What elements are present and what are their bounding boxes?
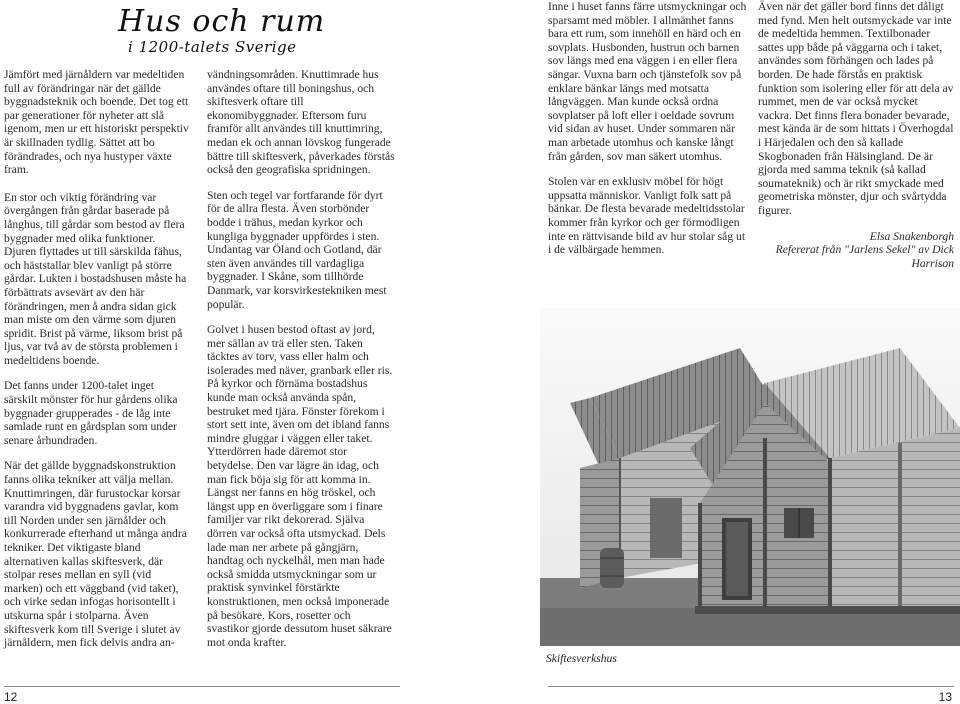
paragraph: Sten och tegel var fortfarande för dyrt för de allra flesta. Även storbönder bodde i trähus, medan kyrkor och kungliga byggnader uppfördes i sten. Undantag var Öland och Gotland, där sten även användes till vardagliga byggnader. I Skåne, som tillhörde Danmark, var korsvirkestekniken mest populär. [207,188,387,311]
paragraph: Det fanns under 1200-talet inget särskilt mönster för hur gårdens olika byggnader grupperades - de låg inte samlade runt en gårdsplan som under senare århundraden. [4,379,178,447]
page-title: Hus och rum [118,4,326,39]
footer-rule-right [548,686,954,687]
paragraph: Jämfört med järnåldern var medeltiden full av förändringar när det gällde byggnadsteknik och boende. Det tog ett par generationer för nyheter att slå igenom, men ur ett historiskt perspektiv är skillnaden tydlig. Sättet att bo förändrades, och nya hustyper växte fram. [4,68,189,177]
paragraph: Stolen var en exklusiv möbel för högt uppsatta människor. Vanligt folk satt på bänkar. De flesta bevarade medeltidsstolar kommer från kyrkor och ger förmodligen inte en rättvisande bild av hur stolar såg ut i de välbärgade hemmen. [548,175,746,257]
page-number-right: 13 [938,690,952,704]
house-photo [540,308,960,646]
paragraph: En stor och viktig förändring var övergången från gårdar baserade på långhus, till gårdar som bestod av flera byggnader med olika funktioner. Djuren flyttades ut till särskilda fähus, och häststallar blev vanligt på större gårdar. Lukten i bostadshusen måste ha förbättrats avsevärt av den här förändringen, men å andra sidan gick man miste om den värme som djuren spridit. Brist på värme, liksom brist på ljus, var två av de största problemen i medeltidens boende. [4,190,187,367]
text-column-3 [548,0,748,269]
text-column-2 [207,68,395,661]
paragraph: När det gällde byggnadskonstruktion fanns olika tekniker att välja mellan. Knuttimringen, där furustockar korsar varandra vid byggnadens gavlar, kom till Norden under sen järnålder och konkurrerade efterhand ut många andra tekniker. Det viktigaste bland alternativen kallas skiftesverk, där stolpar reses mellan en syll (vid marken) och ett väggband (vid taket), och virke sedan infogas horisontellt i utskurna spår i stolparna. Även skiftesverk kom till Sverige i slutet av järnåldern, men fick delvis andra an- [4,459,187,650]
text-column-1 [4,68,190,662]
page-number-left: 12 [4,690,18,704]
reference: Refererat från "Jarlens Sekel" av Dick Harrison [775,243,954,270]
paragraph: Inne i huset fanns färre utsmyckningar och sparsamt med möbler. I allmänhet fanns bara ett rum, som innehöll en härd och en sovplats. Husbonden, hustrun och barnen sov längs med ena väggen i en eller flera sängar. Vuxna barn och tjänstefolk sov på enklare bänkar längs med motsatta långväggen. Man kunde också ordna sovplatser på loft eller i oeldade sovrum vid sidan av huset. Under sommaren när man arbetade utomhus och kanske långt från gården, sov man säkert utomhus. [548,0,747,163]
footer-rule-left [4,686,400,687]
text-column-4 [758,0,954,270]
paragraph: Golvet i husen bestod oftast av jord, mer sällan av trä eller sten. Taken täcktes av torv, vass eller halm och isolerades med näver, granbark eller ris. På kyrkor och förnäma bostadshus kunde man också använda spån, bestruket med tjära. Fönster förekom i stort sett inte, även om det ibland fanns mindre gluggar i väggen eller taket. Ytterdörren hade däremot stor betydelse. Den var lägre än idag, och man fick böja sig för att komma in. Längst ner fanns en hög tröskel, och längst upp en överliggare som i finare familjer var rikt dekorerad. Själva dörren var också ofta utsmyckad. Dels lade man ner arbete på gångjärn, handtag och nyckelhål, men man hade också smidda utsmyckningar som ur praktisk synvinkel förstärkte konstruktionen, men också imponerade på besökare. Kors, rosetter och svastikor gjorde dessutom huset säkrare mot onda krafter. [207,323,393,649]
photo-caption: Skiftesverkshus [546,652,617,665]
paragraph: vändningsområden. Knuttimrade hus användes oftare till boningshus, och skiftesverk oftare till ekonomibyggnader. Eftersom furu framför allt användes till knuttimring, medan ek och annan lövskog fungerade bättre till skiftesverk, påverkades förstås också den geografiska spridningen. [207,68,395,177]
paragraph: Även när det gäller bord finns det dåligt med fynd. Men helt outsmyckade var inte de medeltida hemmen. Textilbonader sattes upp både på väggarna och i taket, användes som förhängen och lades på borden. De hade förstås en praktisk funktion som isolering eller för att dela av rummet, men de var också mycket vackra. Det finns flera bonader bevarade, mest kända är de som hittats i Överhogdal i Härjedalen och den så kallade Skogbonaden från Hälsingland. De är gjorda med samma teknik (så kallad soumateknik) och är rikt smyckade med geometriska mönster, djur och svårtydda figurer. [758,0,954,217]
page-subtitle: i 1200-talets Sverige [128,38,297,56]
author-name: Elsa Snakenborgh [869,229,954,243]
